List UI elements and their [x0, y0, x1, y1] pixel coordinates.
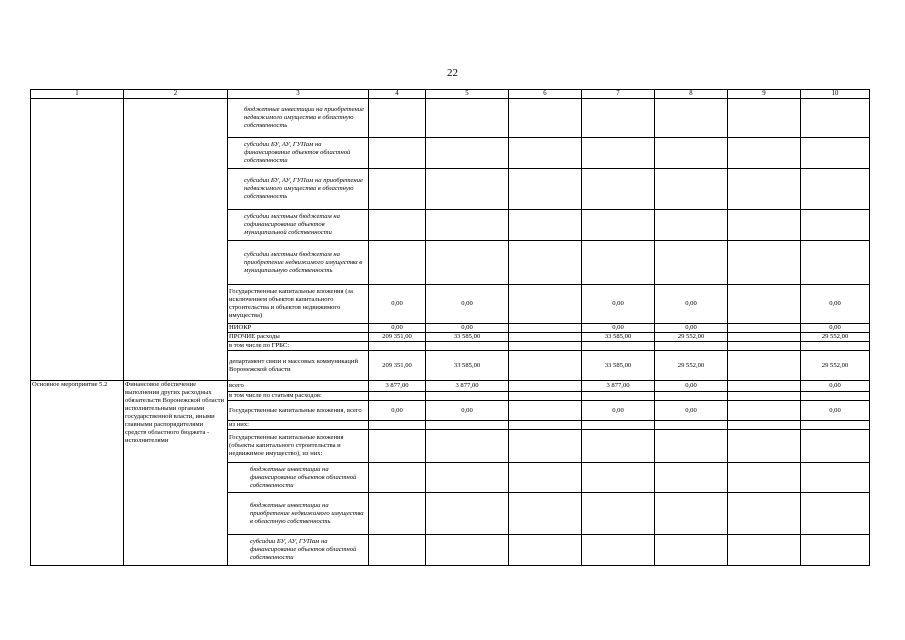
value-cell: [728, 342, 801, 351]
value-cell: 0,00: [582, 285, 655, 324]
value-cell: [426, 392, 509, 401]
value-cell: [509, 535, 582, 566]
value-cell: 0,00: [582, 401, 655, 421]
value-cell: 0,00: [369, 285, 426, 324]
value-cell: 33 585,00: [582, 333, 655, 342]
row-label: НИОКР: [228, 324, 369, 333]
value-cell: [509, 342, 582, 351]
value-cell: [509, 392, 582, 401]
col-header: 5: [426, 90, 509, 99]
value-cell: [426, 342, 509, 351]
value-cell: [509, 381, 582, 392]
value-cell: [426, 169, 509, 210]
value-cell: 0,00: [369, 401, 426, 421]
value-cell: [801, 342, 870, 351]
value-cell: [369, 99, 426, 138]
value-cell: [801, 169, 870, 210]
value-cell: [426, 493, 509, 535]
value-cell: [509, 285, 582, 324]
value-cell: [801, 493, 870, 535]
value-cell: [426, 430, 509, 463]
value-cell: [728, 241, 801, 285]
row-label: субсидии местным бюджетам на приобретение недвижимого имущества в муниципальную собственность: [228, 241, 369, 285]
value-cell: [728, 138, 801, 169]
value-cell: [369, 138, 426, 169]
value-cell: [655, 99, 728, 138]
value-cell: [426, 210, 509, 241]
col-header: 6: [509, 90, 582, 99]
value-cell: [369, 463, 426, 493]
value-cell: [801, 535, 870, 566]
value-cell: [728, 210, 801, 241]
value-cell: 29 552,00: [655, 351, 728, 381]
value-cell: [728, 463, 801, 493]
value-cell: [582, 342, 655, 351]
row-label: в том числе по ГРБС:: [228, 342, 369, 351]
value-cell: [728, 430, 801, 463]
value-cell: 0,00: [426, 401, 509, 421]
value-cell: [801, 430, 870, 463]
value-cell: [655, 169, 728, 210]
value-cell: [655, 210, 728, 241]
value-cell: 0,00: [801, 324, 870, 333]
col-header: 10: [801, 90, 870, 99]
empty-cell: [124, 99, 228, 381]
row-label: Государственные капитальные вложения, всего: [228, 401, 369, 421]
value-cell: [655, 493, 728, 535]
row-label: ПРОЧИЕ расходы: [228, 333, 369, 342]
col-header: 8: [655, 90, 728, 99]
value-cell: [655, 421, 728, 430]
value-cell: 29 552,00: [801, 333, 870, 342]
value-cell: 0,00: [369, 324, 426, 333]
value-cell: 33 585,00: [582, 351, 655, 381]
value-cell: [582, 535, 655, 566]
table-row: [31, 99, 870, 138]
value-cell: [509, 99, 582, 138]
row-label: субсидии БУ, АУ, ГУПам на финансирование объектов областной собственности: [228, 535, 369, 566]
row-label: из них:: [228, 421, 369, 430]
col-header: 2: [124, 90, 228, 99]
value-cell: 3 877,00: [426, 381, 509, 392]
col-header: 9: [728, 90, 801, 99]
value-cell: [509, 430, 582, 463]
value-cell: [655, 463, 728, 493]
row-label: всего: [228, 381, 369, 392]
value-cell: 3 877,00: [369, 381, 426, 392]
value-cell: [728, 392, 801, 401]
value-cell: [801, 463, 870, 493]
value-cell: [582, 463, 655, 493]
value-cell: [509, 421, 582, 430]
value-cell: [369, 169, 426, 210]
value-cell: [582, 241, 655, 285]
col-header: 1: [31, 90, 124, 99]
value-cell: [801, 421, 870, 430]
value-cell: [426, 535, 509, 566]
row-label: бюджетные инвестиции на приобретение недвижимого имущества в областную собственность: [228, 99, 369, 138]
value-cell: [728, 285, 801, 324]
value-cell: [728, 99, 801, 138]
value-cell: [369, 241, 426, 285]
value-cell: 33 585,00: [426, 333, 509, 342]
value-cell: [369, 430, 426, 463]
value-cell: [509, 324, 582, 333]
value-cell: [655, 342, 728, 351]
value-cell: 0,00: [426, 285, 509, 324]
value-cell: [728, 351, 801, 381]
value-cell: 0,00: [655, 285, 728, 324]
value-cell: [509, 169, 582, 210]
value-cell: [509, 138, 582, 169]
activity-code: Основное мероприятие 5.2: [31, 381, 124, 566]
col-header: 3: [228, 90, 369, 99]
value-cell: [801, 99, 870, 138]
value-cell: 0,00: [655, 324, 728, 333]
value-cell: [582, 430, 655, 463]
value-cell: [582, 392, 655, 401]
value-cell: [582, 99, 655, 138]
value-cell: [426, 421, 509, 430]
value-cell: 33 585,00: [426, 351, 509, 381]
row-label: Государственные капитальные вложения (объекты капитального строительства и недвижимое имущество), из них:: [228, 430, 369, 463]
value-cell: 29 552,00: [655, 333, 728, 342]
value-cell: [728, 169, 801, 210]
value-cell: [369, 342, 426, 351]
row-label: бюджетные инвестиции на приобретение недвижимого имущества в областную собственность: [228, 493, 369, 535]
value-cell: [728, 421, 801, 430]
value-cell: [426, 138, 509, 169]
value-cell: 0,00: [582, 324, 655, 333]
value-cell: [509, 493, 582, 535]
value-cell: [728, 493, 801, 535]
value-cell: [801, 241, 870, 285]
value-cell: [728, 401, 801, 421]
value-cell: [728, 535, 801, 566]
value-cell: 3 877,00: [582, 381, 655, 392]
value-cell: [655, 138, 728, 169]
value-cell: 0,00: [655, 381, 728, 392]
value-cell: [801, 138, 870, 169]
value-cell: [655, 535, 728, 566]
value-cell: [582, 138, 655, 169]
budget-table: [30, 89, 870, 566]
col-header: 4: [369, 90, 426, 99]
value-cell: [369, 392, 426, 401]
value-cell: 0,00: [801, 401, 870, 421]
value-cell: [509, 401, 582, 421]
value-cell: 29 552,00: [801, 351, 870, 381]
value-cell: [509, 351, 582, 381]
value-cell: 209 351,00: [369, 351, 426, 381]
value-cell: [426, 241, 509, 285]
row-label: Государственные капитальные вложения (за исключением объектов капитального строительства и объектов недвижимого имущества): [228, 285, 369, 324]
value-cell: [582, 421, 655, 430]
value-cell: [369, 535, 426, 566]
empty-cell: [31, 99, 124, 381]
value-cell: [582, 169, 655, 210]
value-cell: [801, 210, 870, 241]
value-cell: [509, 463, 582, 493]
row-label: бюджетные инвестиции на финансирование объектов областной собственности: [228, 463, 369, 493]
value-cell: [801, 392, 870, 401]
value-cell: [655, 392, 728, 401]
row-label: департамент связи и массовых коммуникаций Воронежской области: [228, 351, 369, 381]
value-cell: [426, 463, 509, 493]
value-cell: 0,00: [426, 324, 509, 333]
value-cell: [369, 421, 426, 430]
row-label: в том числе по статьям расходов:: [228, 392, 369, 401]
row-label: субсидии местным бюджетам на софинансирование объектов муниципальной собственности: [228, 210, 369, 241]
value-cell: 0,00: [801, 381, 870, 392]
row-label: субсидии БУ, АУ, ГУПам на финансирование объектов областной собственности: [228, 138, 369, 169]
value-cell: [426, 99, 509, 138]
row-label: субсидии БУ, АУ, ГУПам на приобретение недвижимого имущества в областную собственность: [228, 169, 369, 210]
value-cell: [369, 493, 426, 535]
value-cell: 209 351,00: [369, 333, 426, 342]
table-row: [31, 381, 870, 392]
value-cell: 0,00: [655, 401, 728, 421]
value-cell: [509, 333, 582, 342]
value-cell: [655, 241, 728, 285]
value-cell: [509, 241, 582, 285]
header-row: [31, 90, 870, 99]
value-cell: [582, 210, 655, 241]
value-cell: [369, 210, 426, 241]
value-cell: [728, 333, 801, 342]
col-header: 7: [582, 90, 655, 99]
value-cell: [655, 430, 728, 463]
value-cell: [582, 493, 655, 535]
value-cell: [509, 210, 582, 241]
value-cell: [728, 381, 801, 392]
value-cell: 0,00: [801, 285, 870, 324]
activity-description: Финансовое обеспечение выполнения других расходных обязательств Воронежской области исполнительными органами государственной власти, иными главными распорядителями средств областного бюджета - исполнителями: [124, 381, 228, 566]
value-cell: [728, 324, 801, 333]
page-number: 22: [447, 67, 458, 79]
